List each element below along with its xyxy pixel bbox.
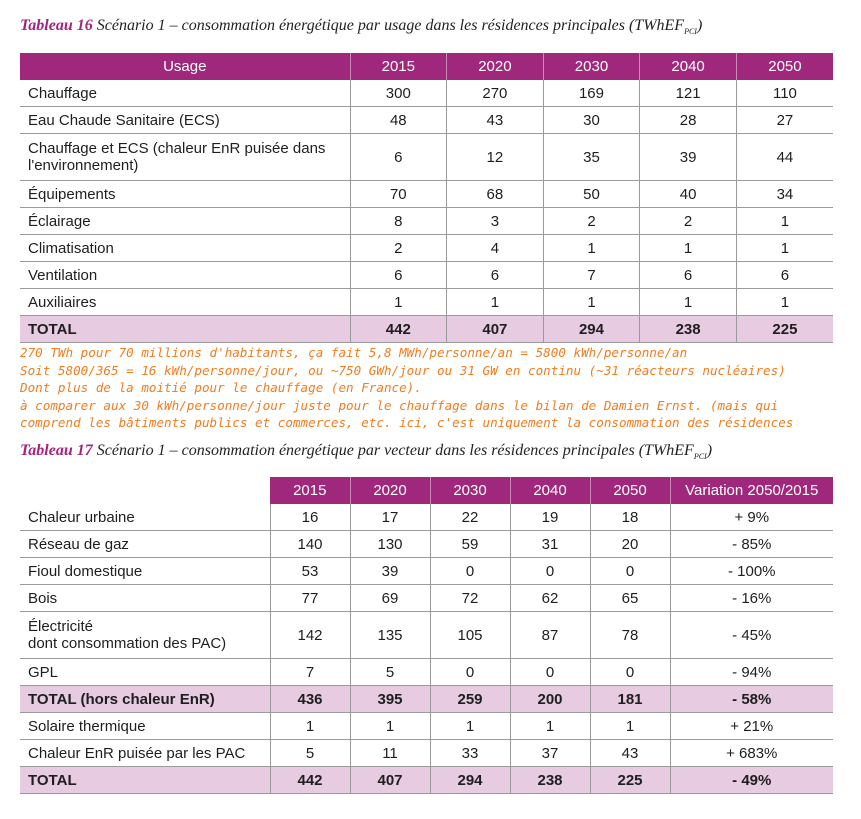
value-cell: 442 [350,316,447,343]
value-cell: 87 [510,612,590,659]
value-cell: 142 [270,612,350,659]
value-cell: 44 [736,134,833,181]
value-cell: 53 [270,558,350,585]
table-row [20,659,833,686]
header-cell: 2050 [736,53,833,80]
table-16-title: Scénario 1 – consommation énergétique par usage dans les résidences principales (TWhEF [96,17,685,34]
value-cell: 1 [543,289,640,316]
value-cell: - 100% [670,558,833,585]
value-cell: 3 [447,208,544,235]
row-label-cell: Auxiliaires [20,289,350,316]
row-label-cell: Climatisation [20,235,350,262]
value-cell: 140 [270,531,350,558]
value-cell: 169 [543,80,640,107]
value-cell: 68 [447,181,544,208]
value-cell: 1 [736,289,833,316]
value-cell: - 94% [670,659,833,686]
row-label-cell: Eau Chaude Sanitaire (ECS) [20,107,350,134]
value-cell: 300 [350,80,447,107]
value-cell: 28 [640,107,737,134]
note-line: Dont plus de la moitié pour le chauffage (en France). [20,380,422,395]
table-17-unit-sub: PCI [693,452,707,462]
value-cell: - 49% [670,767,833,794]
value-cell: 39 [640,134,737,181]
table-16-header-row [20,53,833,80]
value-cell: 18 [590,504,670,531]
table-row [20,262,833,289]
value-cell: 6 [736,262,833,289]
table-17 [20,477,833,794]
value-cell: 270 [447,80,544,107]
value-cell: 77 [270,585,350,612]
table-row [20,181,833,208]
value-cell: 12 [447,134,544,181]
value-cell: 59 [430,531,510,558]
value-cell: 1 [640,289,737,316]
value-cell: 442 [270,767,350,794]
value-cell: 238 [640,316,737,343]
total-row [20,767,833,794]
table-row [20,235,833,262]
row-label-cell: Chauffage [20,80,350,107]
value-cell: 1 [447,289,544,316]
value-cell: 34 [736,181,833,208]
note-line: à comparer aux 30 kWh/personne/jour juste pour le chauffage dans le bilan de Damien Ernst. (mais qui [20,397,779,413]
table-row [20,612,833,659]
table-row [20,531,833,558]
value-cell: 238 [510,767,590,794]
value-cell: 259 [430,686,510,713]
value-cell: 1 [430,713,510,740]
value-cell: 78 [590,612,670,659]
value-cell: 70 [350,181,447,208]
value-cell: 225 [590,767,670,794]
table-row [20,208,833,235]
value-cell: 50 [543,181,640,208]
table-row [20,558,833,585]
row-label-cell: Bois [20,585,270,612]
table-17-header-row [20,477,833,504]
header-cell: 2015 [350,53,447,80]
value-cell: 43 [447,107,544,134]
header-cell: Variation 2050/2015 [670,477,833,504]
value-cell: 1 [510,713,590,740]
value-cell: 17 [350,504,430,531]
value-cell: 130 [350,531,430,558]
table-row [20,504,833,531]
value-cell: 6 [640,262,737,289]
value-cell: - 16% [670,585,833,612]
header-cell: Usage [20,53,350,80]
header-cell: 2015 [270,477,350,504]
header-cell: 2040 [510,477,590,504]
value-cell: 436 [270,686,350,713]
table-17-body [20,504,833,794]
note-line: 270 TWh pour 70 millions d'habitants, ça fait 5,8 MWh/personne/an = 5800 kWh/personne/an [20,345,688,360]
value-cell: 0 [430,558,510,585]
row-label-cell: TOTAL (hors chaleur EnR) [20,686,270,713]
value-cell: 27 [736,107,833,134]
table-row [20,740,833,767]
table-16-body [20,80,833,343]
value-cell: 407 [350,767,430,794]
value-cell: 5 [350,659,430,686]
header-cell: 2050 [590,477,670,504]
value-cell: - 58% [670,686,833,713]
value-cell: 16 [270,504,350,531]
value-cell: 7 [270,659,350,686]
value-cell: 407 [447,316,544,343]
value-cell: 43 [590,740,670,767]
value-cell: 37 [510,740,590,767]
total-row [20,316,833,343]
value-cell: 4 [447,235,544,262]
value-cell: 1 [350,713,430,740]
table-17-label: Tableau 17 [20,442,93,459]
table-17-close: ) [706,442,713,459]
value-cell: 11 [350,740,430,767]
header-cell-empty [20,477,270,504]
row-label-cell: TOTAL [20,767,270,794]
value-cell: 200 [510,686,590,713]
value-cell: 294 [543,316,640,343]
value-cell: + 21% [670,713,833,740]
value-cell: 39 [350,558,430,585]
header-cell: 2040 [640,53,737,80]
value-cell: 2 [350,235,447,262]
row-label-cell: Chauffage et ECS (chaleur EnR puisée dans l'environnement) [20,134,350,181]
value-cell: 225 [736,316,833,343]
row-label-cell: Solaire thermique [20,713,270,740]
value-cell: 22 [430,504,510,531]
table-row [20,289,833,316]
value-cell: 0 [590,659,670,686]
row-label-cell: Chaleur EnR puisée par les PAC [20,740,270,767]
table-row [20,713,833,740]
value-cell: 6 [350,262,447,289]
table-16-unit-sub: PCI [684,27,697,37]
table-16-label: Tableau 16 [20,17,93,34]
table-16-caption [20,17,702,36]
value-cell: 62 [510,585,590,612]
value-cell: 30 [543,107,640,134]
subtotal-row [20,686,833,713]
value-cell: - 85% [670,531,833,558]
value-cell: 1 [270,713,350,740]
table-row [20,107,833,134]
value-cell: 2 [543,208,640,235]
table-row [20,134,833,181]
header-cell: 2020 [350,477,430,504]
value-cell: 33 [430,740,510,767]
value-cell: 7 [543,262,640,289]
value-cell: 40 [640,181,737,208]
row-label-cell: Fioul domestique [20,558,270,585]
value-cell: 48 [350,107,447,134]
value-cell: 135 [350,612,430,659]
value-cell: + 683% [670,740,833,767]
value-cell: 121 [640,80,737,107]
value-cell: 0 [510,659,590,686]
value-cell: 20 [590,531,670,558]
value-cell: 1 [736,235,833,262]
row-label-cell: GPL [20,659,270,686]
header-cell: 2030 [543,53,640,80]
value-cell: 110 [736,80,833,107]
value-cell: 0 [430,659,510,686]
value-cell: 5 [270,740,350,767]
value-cell: - 45% [670,612,833,659]
table-16-close: ) [696,17,703,34]
value-cell: 294 [430,767,510,794]
value-cell: 8 [350,208,447,235]
row-label-cell: Éclairage [20,208,350,235]
value-cell: 19 [510,504,590,531]
value-cell: 1 [640,235,737,262]
value-cell: 6 [447,262,544,289]
row-label-cell: Équipements [20,181,350,208]
value-cell: 181 [590,686,670,713]
row-label-cell: Chaleur urbaine [20,504,270,531]
value-cell: 0 [510,558,590,585]
value-cell: 0 [590,558,670,585]
value-cell: + 9% [670,504,833,531]
note-line: Soit 5800/365 = 16 kWh/personne/jour, ou ~750 GWh/jour ou 31 GW en continu (~31 réacteurs nucléaires) [20,362,786,378]
value-cell: 1 [543,235,640,262]
header-cell: 2030 [430,477,510,504]
value-cell: 2 [640,208,737,235]
value-cell: 69 [350,585,430,612]
value-cell: 1 [736,208,833,235]
table-row [20,80,833,107]
note-line: comprend les bâtiments publics et commerces, etc. ici, c'est uniquement la consommation des résidences [20,415,794,430]
row-label-cell: Réseau de gaz [20,531,270,558]
table-16 [20,53,833,343]
handwritten-notes [20,344,861,444]
value-cell: 395 [350,686,430,713]
table-17-caption [20,442,712,461]
row-label-cell: Électricité dont consommation des PAC) [20,612,270,659]
header-cell: 2020 [447,53,544,80]
value-cell: 6 [350,134,447,181]
value-cell: 31 [510,531,590,558]
table-row [20,585,833,612]
row-label-cell: TOTAL [20,316,350,343]
value-cell: 105 [430,612,510,659]
value-cell: 65 [590,585,670,612]
value-cell: 35 [543,134,640,181]
value-cell: 1 [350,289,447,316]
value-cell: 72 [430,585,510,612]
table-17-title: Scénario 1 – consommation énergétique par vecteur dans les résidences principales (TWhEF [96,442,694,459]
row-label-cell: Ventilation [20,262,350,289]
value-cell: 1 [590,713,670,740]
